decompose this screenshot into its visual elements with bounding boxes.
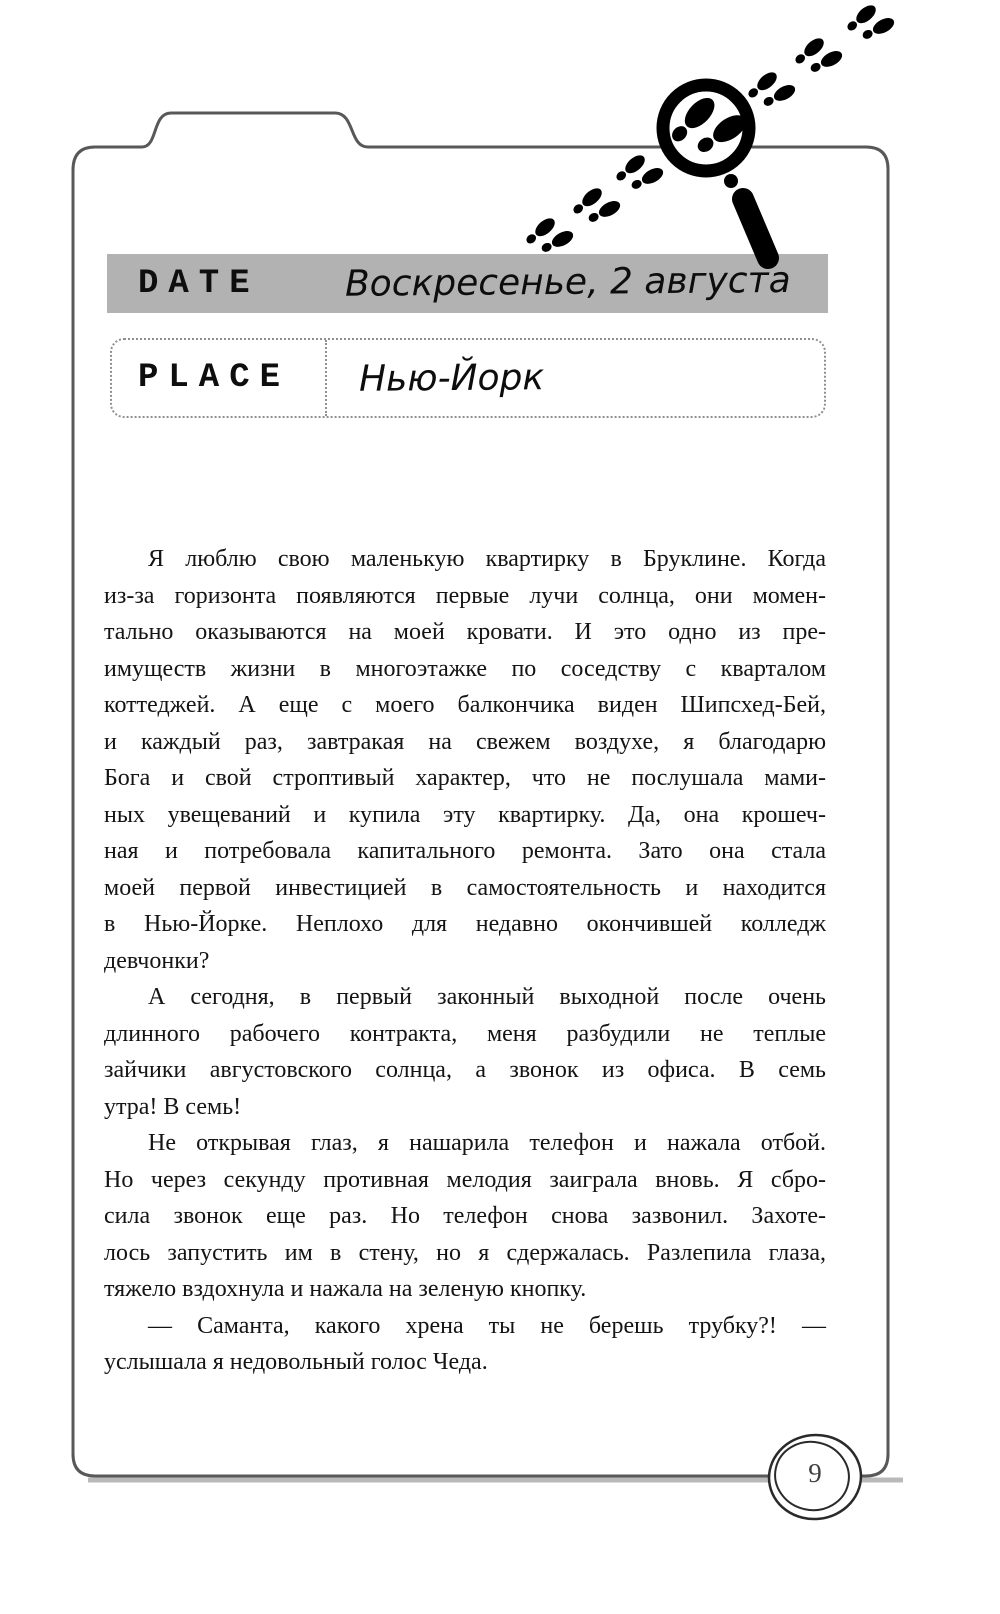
magnifier-handle [743,199,768,258]
body-line: и каждый раз, завтракая на свежем воздухе, я благодарю [104,728,826,755]
body-line: — Саманта, какого хрена ты не берешь трубку?! — [148,1312,826,1339]
body-line: тяжело вздохнула и нажала на зеленую кнопку. [104,1276,587,1302]
place-label: PLACE [138,359,291,397]
body-line: Бога и свой строптивый характер, что не послушала мами- [104,765,826,791]
place-field [110,338,826,418]
place-value: Нью-Йорк [358,356,545,400]
magnifier-handle-joint [724,174,738,188]
body-line: ных увещеваний и купила эту квартирку. Да, она крошеч- [104,801,826,828]
place-value-cell [327,340,824,416]
body-line: имуществ жизни в многоэтажке по соседству с кварталом [104,655,826,682]
body-line: А сегодня, в первый законный выходной после очень [148,984,826,1010]
date-label: DATE [138,264,260,303]
body-line: ная и потребовала капитального ремонта. Зато она стала [104,838,826,864]
body-text [104,541,826,1381]
body-line: лось запустить им в стену, но я сдержалась. Разлепила глаза, [104,1239,826,1266]
paragraph [104,1125,826,1308]
body-line: коттеджей. А еще с моего балкончика виден Шипсхед-Бей, [104,692,826,718]
body-line: Не открывая глаз, я нашарила телефон и нажала отбой. [148,1130,826,1156]
paragraph [104,541,826,979]
body-line: из-за горизонта появляются первые лучи солнца, они момен- [104,582,826,609]
page-number: 9 [808,1458,822,1488]
body-line: девчонки? [104,947,210,974]
body-line: длинного рабочего контракта, меня разбудили не теплые [104,1020,826,1047]
magnifier-icon [663,83,768,258]
body-line: Я люблю свою маленькую квартирку в Бруклине. Когда [148,546,826,572]
body-line: тально оказываются на моей кровати. И это одно из пре- [104,619,826,645]
body-line: зайчики августовского солнца, а звонок из офиса. В семь [104,1057,826,1083]
body-line: Но через секунду противная мелодия заиграла вновь. Я сбро- [104,1166,826,1193]
date-value: Воскресенье, 2 августа [344,259,791,305]
magnifier-footprints-illustration [480,0,960,300]
paragraph [104,1308,826,1381]
body-line: в Нью-Йорке. Неплохо для недавно окончившей колледж [104,911,826,937]
body-line: утра! В семь! [104,1093,242,1120]
body-line: сила звонок еще раз. Но телефон снова зазвонил. Захоте- [104,1203,826,1229]
place-label-cell [112,340,327,416]
body-line: услышала я недовольный голос Чеда. [104,1349,488,1375]
paragraph [104,979,826,1125]
body-line: моей первой инвестицией в самостоятельность и находится [104,874,826,901]
